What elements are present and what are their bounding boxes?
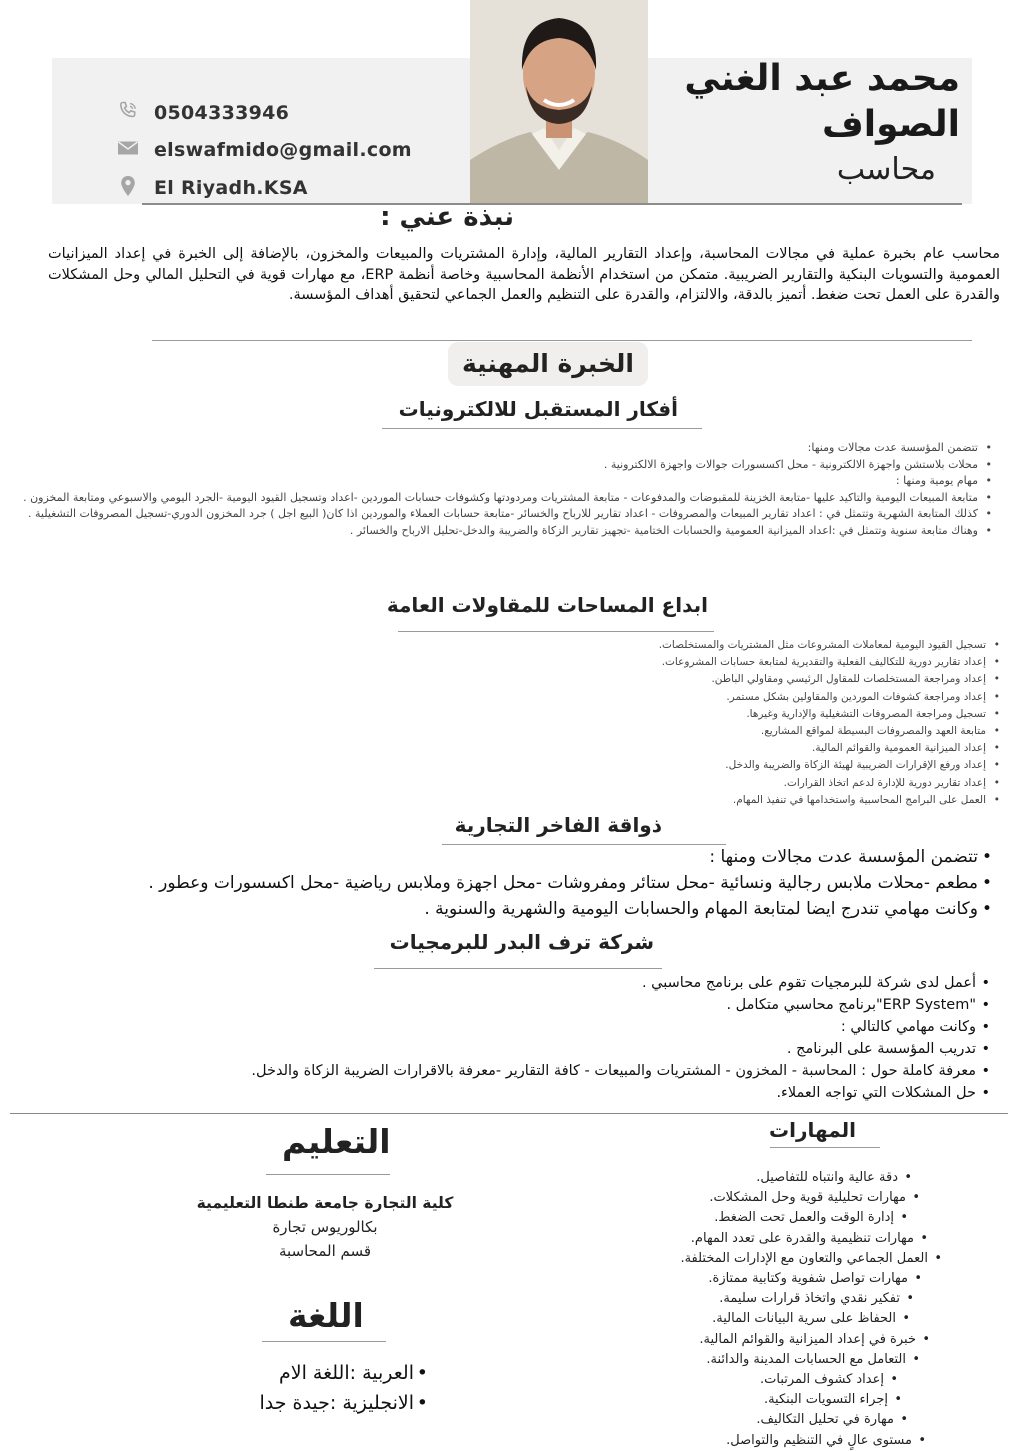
name-line-1: محمد عبد الغني (684, 58, 960, 99)
job-list-1 (8, 440, 994, 540)
list-item: • العمل على البرامج المحاسبية واستخدامها في تنفيذ المهام. (346, 792, 986, 809)
list-item: • حل المشكلات التي تواجه العملاء. (156, 1082, 976, 1104)
list-item: • وكانت مهامي كالتالي : (156, 1016, 976, 1038)
job-divider-2 (398, 631, 714, 632)
list-item: • الحفاظ على سرية البيانات المالية. (516, 1309, 896, 1329)
phone-row (116, 99, 289, 127)
languages-divider (262, 1341, 386, 1342)
job-company-1: أفكار المستقبل للالكترونيات (398, 397, 678, 421)
job-company-2: ابداع المساحات للمقاولات العامة (386, 593, 708, 617)
list-item: • متابعة المبيعات اليومية والتاكيد عليها -متابعة الخزينة للمقبوضات والمدفوعات - متابعة المشتريات ومردودتها وكشوفات حسابات الموردين -اعداد وتسجيل القيود اليومية -الجرد اليومي والاسبوعي ومتابعة المخزون . (8, 490, 978, 507)
list-item: • تتضمن المؤسسة عدت مجالات ومنها: (8, 440, 978, 457)
list-item: • إعداد ورفع الإقرارات الضريبية لهيئة الزكاة والضريبة والدخل. (346, 757, 986, 774)
header-divider (142, 203, 962, 205)
list-item: • إعداد كشوف المرتبات. (516, 1370, 884, 1390)
job-list-4 (156, 972, 992, 1104)
list-item: • إعداد تقارير دورية للتكاليف الفعلية والتقديرية لمتابعة حسابات المشروعات. (346, 654, 986, 671)
education-title: التعليم (282, 1122, 391, 1161)
education-divider (266, 1174, 390, 1175)
list-item: • مهارات تحليلية قوية وحل المشكلات. (516, 1188, 906, 1208)
about-text: محاسب عام بخبرة عملية في مجالات المحاسبة، وإعداد التقارير المالية، وإدارة المشتريات والمبيعات والمخزون، بالإضافة إلى الخبرة في إعداد الميزانيات العمومية والتسويات البنكية والتقارير الضريبية. متمكن من استخدام الأنظمة المحاسبية وخاصة أنظمة ERP، مع مهارات قوية في التحليل المالي وحل المشكلات والقدرة على العمل تحت ضغط. أتميز بالدقة، والالتزام، والقدرة على التنظيم والعمل الجماعي لتحقيق أهداف المؤسسة. (48, 246, 1001, 303)
list-item: • إعداد ومراجعة كشوفات الموردين والمقاولين بشكل مستمر. (346, 689, 986, 706)
job-divider-1 (382, 428, 702, 429)
phone-icon (116, 99, 140, 127)
skills-list (516, 1168, 952, 1451)
list-item: • مستوى عالٍ في التنظيم والتواصل. (516, 1431, 912, 1451)
skills-title: المهارات (769, 1118, 856, 1142)
education-institution: كلية التجارة جامعة طنطا التعليمية (196, 1194, 454, 1212)
email-address[interactable]: elswafmido@gmail.com (154, 139, 412, 161)
list-item: • معرفة كاملة حول : المحاسبة - المخزون - المشتريات والمبيعات - كافة التقارير -معرفة بالاقرارات الضريبة الزكاة والدخل. (156, 1060, 976, 1082)
location-row (116, 174, 308, 202)
list-item: • تدريب المؤسسة على البرنامج . (156, 1038, 976, 1060)
list-item: • مهام يومية ومنها : (8, 473, 978, 490)
candidate-name (660, 56, 960, 148)
list-item: • وكانت مهامي تندرج ايضا لمتابعة المهام والحسابات اليومية والشهرية والسنوية . (18, 896, 978, 922)
email-row (116, 136, 412, 164)
location-text: El Riyadh.KSA (154, 177, 308, 199)
education-department: قسم المحاسبة (278, 1242, 372, 1260)
list-item: • خبرة في إعداد الميزانية والقوائم المالية. (516, 1330, 916, 1350)
list-item: • أعمل لدى شركة للبرمجيات تقوم على برنامج محاسبي . (156, 972, 976, 994)
about-title: نبذة عني : (380, 202, 514, 232)
job-company-3: ذواقة الفاخر التجارية (454, 813, 662, 837)
section-divider (10, 1113, 1008, 1114)
experience-title: الخبرة المهنية (448, 342, 648, 386)
list-item: • إعداد ومراجعة المستخلصات للمقاول الرئيسي ومقاولي الباطن. (346, 671, 986, 688)
phone-number[interactable]: 0504333946 (154, 102, 290, 124)
list-item: • التعامل مع الحسابات المدينة والدائنة. (516, 1350, 906, 1370)
job-list-3 (18, 844, 994, 922)
job-company-4: شركة ترف البدر للبرمجيات (389, 930, 654, 954)
list-item: • إعداد تقارير دورية للإدارة لدعم اتخاذ القرارات. (346, 775, 986, 792)
list-item: • العربية :اللغة الام (194, 1358, 414, 1388)
list-item: • العمل الجماعي والتعاون مع الإدارات المختلفة. (516, 1249, 928, 1269)
list-item: • دقة عالية وانتباه للتفاصيل. (516, 1168, 898, 1188)
list-item: • "ERP System"برنامج محاسبي متكامل . (156, 994, 976, 1016)
education-degree: بكالوريوس تجارة (272, 1218, 378, 1236)
skills-divider (770, 1147, 880, 1148)
languages-list (194, 1358, 430, 1418)
list-item: • محلات بلاستشن واجهزة الالكترونية - محل اكسسورات جوالات واجهزة الالكترونية . (8, 457, 978, 474)
list-item: • تسجيل ومراجعة المصروفات التشغيلية والإدارية وغيرها. (346, 706, 986, 723)
job-divider-4 (374, 968, 662, 969)
list-item: • تسجيل القيود اليومية لمعاملات المشروعات مثل المشتريات والمستخلصات. (346, 637, 986, 654)
list-item: • مهارات تنظيمية والقدرة على تعدد المهام. (516, 1229, 914, 1249)
list-item: • إعداد الميزانية العمومية والقوائم المالية. (346, 740, 986, 757)
job-list-2 (346, 637, 1002, 809)
profile-photo (470, 0, 648, 204)
name-line-2: الصواف (821, 104, 960, 145)
list-item: • مهارة في تحليل التكاليف. (516, 1410, 894, 1430)
list-item: • تتضمن المؤسسة عدت مجالات ومنها : (18, 844, 978, 870)
list-item: • إجراء التسويات البنكية. (516, 1390, 888, 1410)
location-pin-icon (116, 174, 140, 202)
list-item: • الانجليزية :جيدة جدا (194, 1388, 414, 1418)
list-item: • كذلك المتابعة الشهرية وتتمثل في : اعداد تقارير المبيعات والمصروفات - اعداد تقارير للارباح والخسائر -متابعة حسابات العملاء والموردين اذا كان( البيع اجل ) جرد المخزون الدوري-تسجيل المصروفات التشغيلية . (8, 506, 978, 523)
list-item: • مطعم -محلات ملابس رجالية ونسائية -محل ستائر ومفروشات -محل اجهزة وملابس رياضية -محل اكسسورات وعطور . (18, 870, 978, 896)
languages-title: اللغة (288, 1296, 364, 1335)
list-item: • مهارات تواصل شفوية وكتابية ممتازة. (516, 1269, 908, 1289)
job-title: محاسب (836, 152, 936, 187)
about-divider (152, 340, 972, 341)
list-item: • متابعة العهد والمصروفات البسيطة لمواقع المشاريع. (346, 723, 986, 740)
mail-icon (116, 136, 140, 164)
list-item: • إدارة الوقت والعمل تحت الضغط. (516, 1208, 894, 1228)
list-item: • وهناك متابعة سنوية وتتمثل في :اعداد الميزانية العمومية والحسابات الختامية -تجهيز تقارير الزكاة والضريبة والدخل-تحليل الارباح والخسائر . (8, 523, 978, 540)
list-item: • تفكير نقدي واتخاذ قرارات سليمة. (516, 1289, 900, 1309)
